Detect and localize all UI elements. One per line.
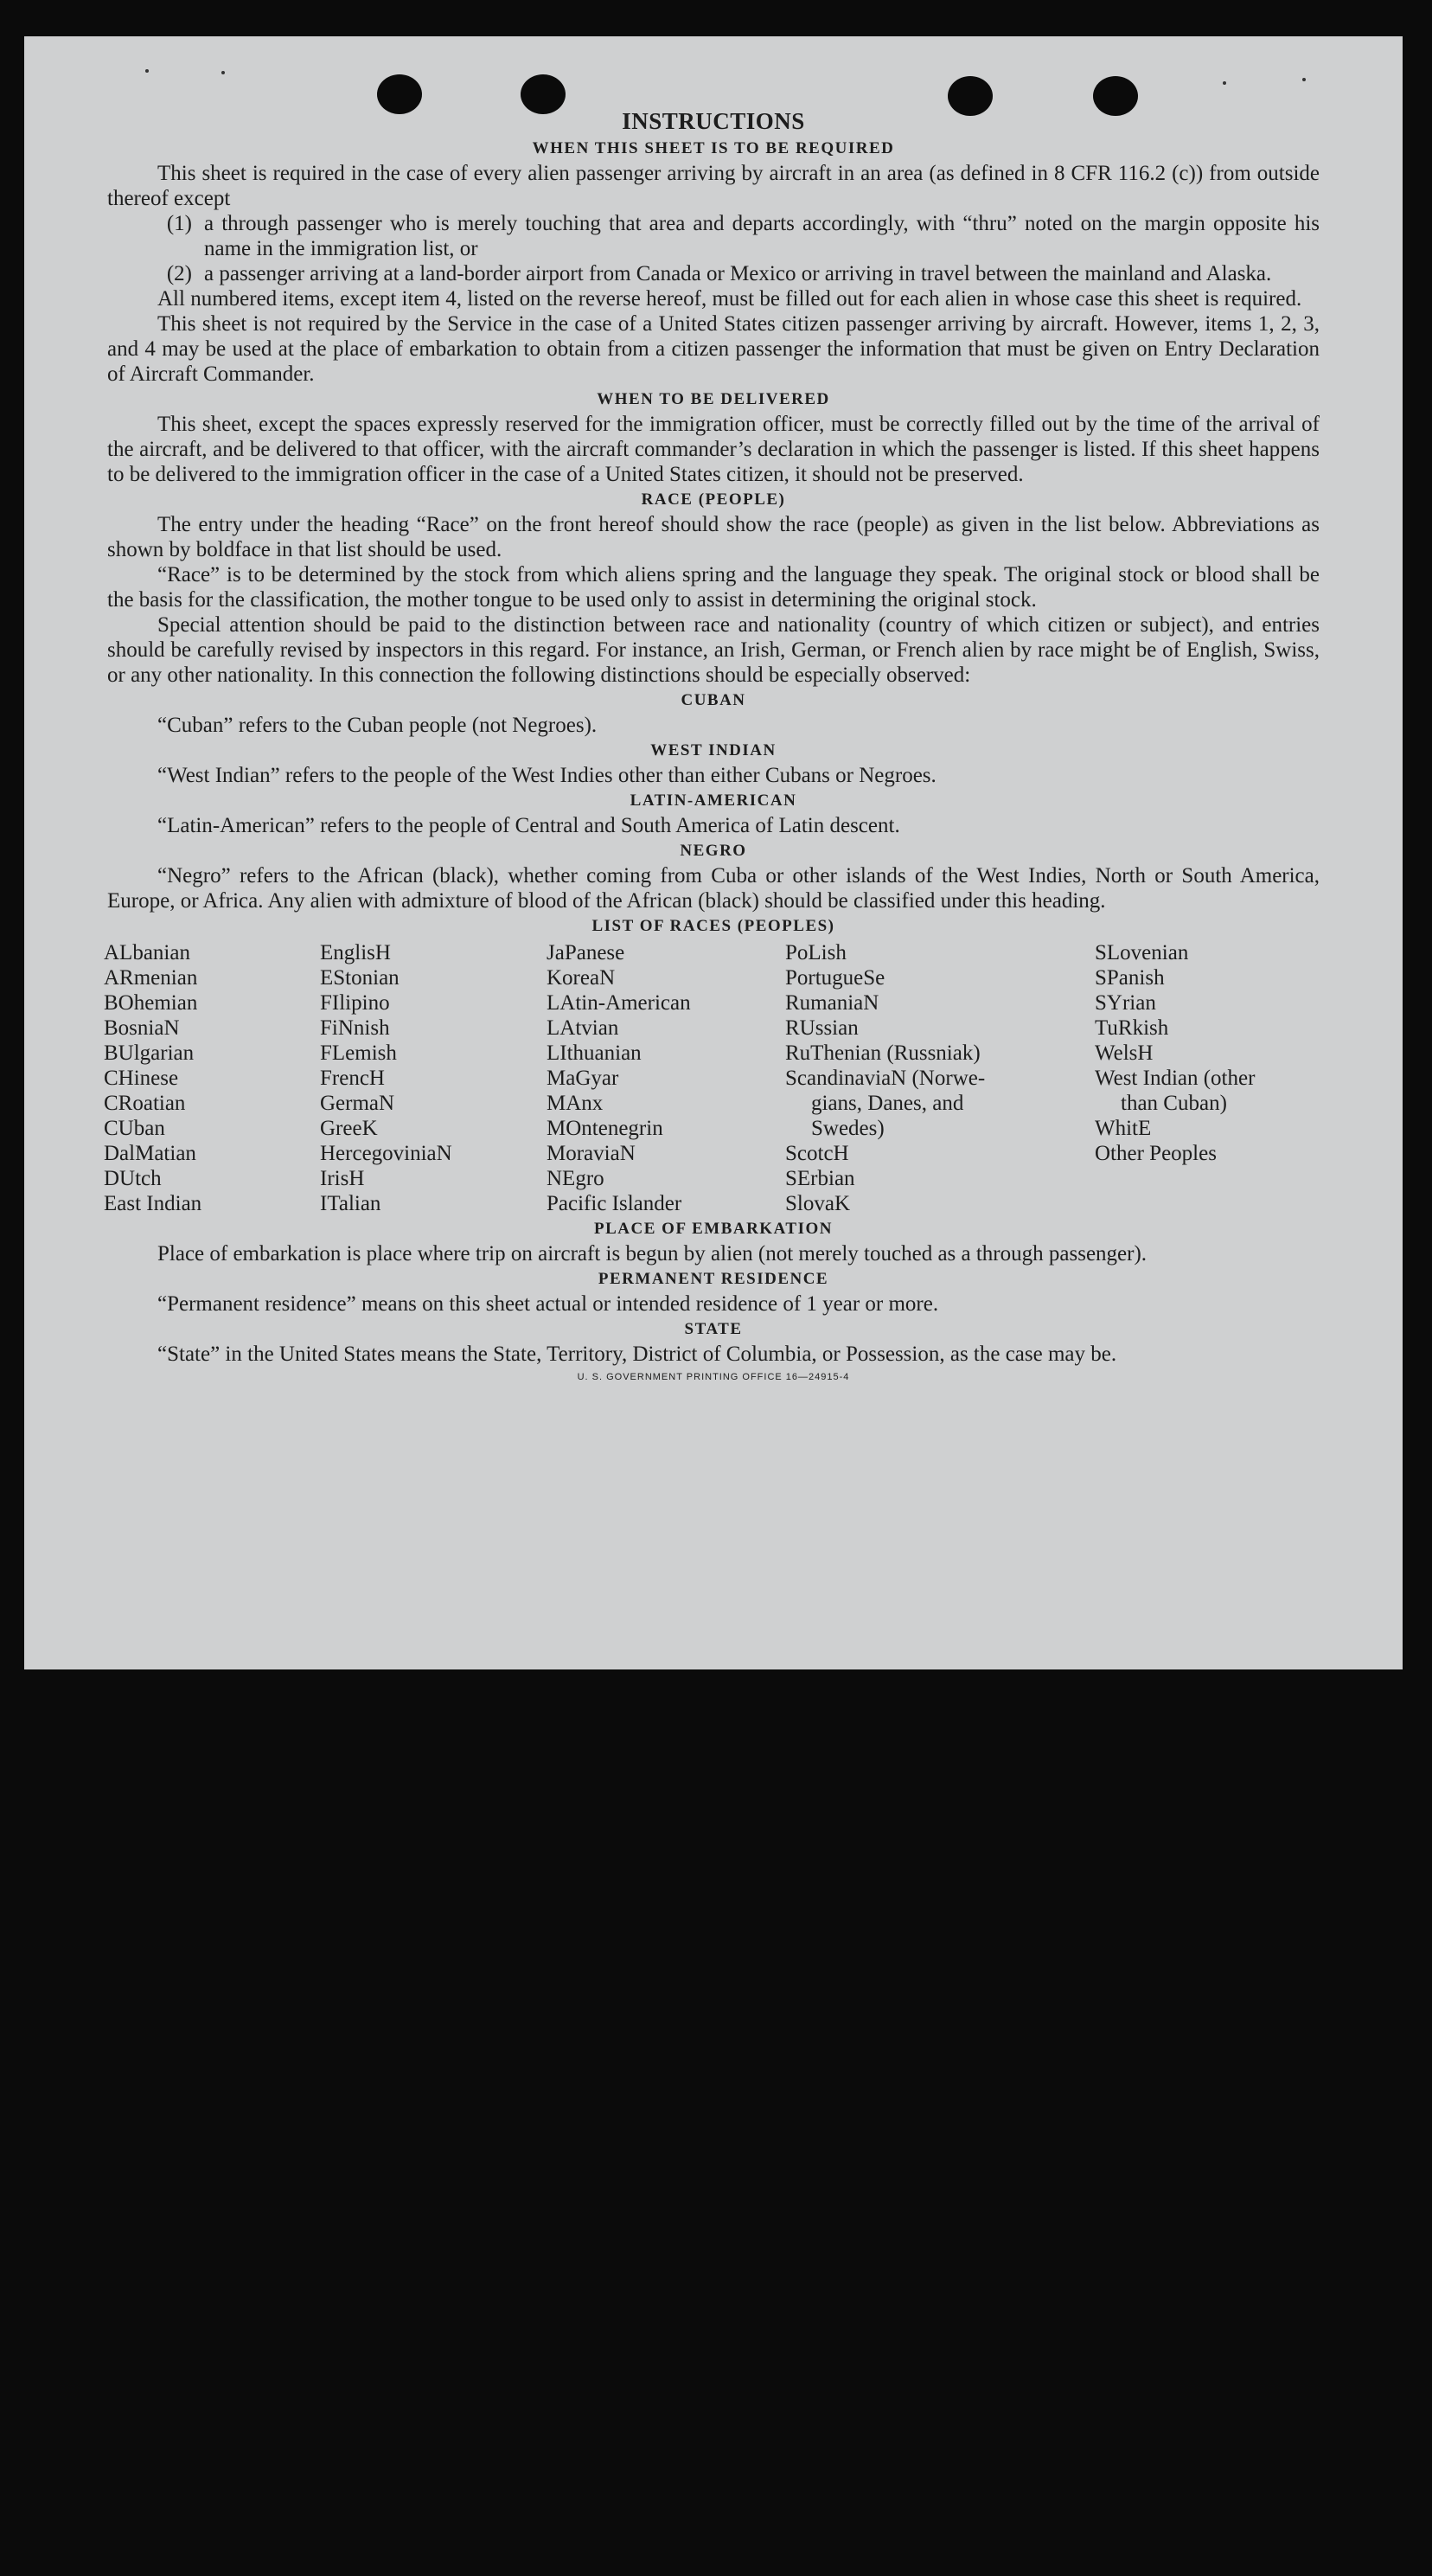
heading-west-indian: WEST INDIAN <box>650 741 777 759</box>
paragraph: This sheet, except the spaces expressly reserved for the immigration officer, must be correctly filled out by the time of the arrival of the aircraft, and be delivered to that officer, with the aircraft commander’s declaration in which the passenger is listed. If this sheet happens to be delivered to the immigration officer in the case of a United States citizen, it should not be preserved. <box>107 413 1320 486</box>
race-entry: Swedes) <box>811 1117 885 1140</box>
race-entry: SYrian <box>1095 991 1156 1015</box>
speck <box>1302 78 1306 81</box>
paragraph: “Cuban” refers to the Cuban people (not Negroes). <box>157 714 598 737</box>
list-item <box>107 211 1320 261</box>
paragraph: “Race” is to be determined by the stock from which aliens spring and the language they speak. The original stock or blood shall be the basis for the classification, the mother tongue to be used only to assist in determining the original stock. <box>107 563 1320 612</box>
race-entry: RUssian <box>785 1016 859 1040</box>
heading-cuban: CUBAN <box>681 691 746 709</box>
race-entry: CRoatian <box>104 1092 186 1115</box>
paragraph: Place of embarkation is place where trip on aircraft is begun by alien (not merely touched as a through passenger). <box>157 1242 1148 1266</box>
race-entry: ALbanian <box>104 941 190 964</box>
item-text: a passenger arriving at a land-border airport from Canada or Mexico or arriving in travel between the mainland and Alaska. <box>204 262 1272 285</box>
heading-embarkation: PLACE OF EMBARKATION <box>594 1220 833 1238</box>
speck <box>221 71 225 74</box>
punch-hole <box>377 74 422 114</box>
races-column <box>1095 940 1320 1216</box>
paragraph: This sheet is not required by the Service in the case of a United States citizen passenger arriving by aircraft. However, items 1, 2, 3, and 4 may be used at the place of embarkation to obtain from a citizen passenger the information that must be given on Entry Declaration of Aircraft Commander. <box>107 312 1320 386</box>
heading-list-of-races: LIST OF RACES (PEOPLES) <box>591 917 835 935</box>
punch-hole <box>521 74 566 114</box>
heading-permanent-residence: PERMANENT RESIDENCE <box>598 1270 829 1288</box>
race-entry: SErbian <box>785 1167 855 1190</box>
races-column <box>785 940 1095 1216</box>
race-entry: MAnx <box>547 1092 604 1115</box>
page-title: INSTRUCTIONS <box>622 108 805 134</box>
race-entry: TuRkish <box>1095 1016 1169 1040</box>
race-entry: FiNnish <box>320 1016 390 1040</box>
race-entry: MoraviaN <box>547 1142 636 1165</box>
race-entry: East Indian <box>104 1192 202 1215</box>
race-entry: BOhemian <box>104 991 198 1015</box>
paragraph: All numbered items, except item 4, listed on the reverse hereof, must be filled out for each alien in whose case this sheet is required. <box>157 287 1302 311</box>
race-entry: LIthuanian <box>547 1041 642 1065</box>
paragraph: The entry under the heading “Race” on the front hereof should show the race (people) as given in the list below. Abbreviations as shown by boldface in that list should be used. <box>107 513 1320 561</box>
speck <box>145 69 149 73</box>
race-entry: WelsH <box>1095 1041 1154 1065</box>
race-entry: NEgro <box>547 1167 604 1190</box>
race-entry: DUtch <box>104 1167 162 1190</box>
race-entry: GermaN <box>320 1092 395 1115</box>
heading-when-delivered: WHEN TO BE DELIVERED <box>597 390 830 408</box>
paragraph: “West Indian” refers to the people of the West Indies other than either Cubans or Negroes. <box>157 764 937 787</box>
race-entry: EnglisH <box>320 941 391 964</box>
race-entry: ScandinaviaN (Norwe- <box>785 1067 986 1090</box>
race-entry: CUban <box>104 1117 165 1140</box>
heading-state: STATE <box>684 1320 743 1338</box>
races-table <box>104 940 1320 1216</box>
race-entry: Other Peoples <box>1095 1142 1217 1165</box>
race-entry: IrisH <box>320 1167 365 1190</box>
race-entry: LAtin-American <box>547 991 691 1015</box>
race-entry: RumaniaN <box>785 991 879 1015</box>
paragraph: “Negro” refers to the African (black), whether coming from Cuba or other islands of the West Indies, North or South America, Europe, or Africa. Any alien with admixture of blood of the African (black) should be classified under this heading. <box>107 864 1320 913</box>
race-entry: BUlgarian <box>104 1041 195 1065</box>
race-entry: PoLish <box>785 941 847 964</box>
punch-hole <box>948 76 993 116</box>
document-page <box>24 36 1403 1669</box>
paragraph: Special attention should be paid to the distinction between race and nationality (country of which citizen or subject), and entries should be carefully revised by inspectors in this regard. For instance, an Irish, German, or French alien by race might be of English, Swiss, or any other nationality. In this connection the following distinctions should be especially observed: <box>107 613 1320 687</box>
race-entry: EStonian <box>320 966 400 990</box>
race-entry: BosniaN <box>104 1016 180 1040</box>
race-entry: CHinese <box>104 1067 179 1090</box>
race-entry: ARmenian <box>104 966 198 990</box>
race-entry: HercegoviniaN <box>320 1142 452 1165</box>
race-entry: ITalian <box>320 1192 381 1215</box>
race-entry: KoreaN <box>547 966 616 990</box>
heading-race: RACE (PEOPLE) <box>641 490 786 509</box>
race-entry: FrencH <box>320 1067 385 1090</box>
race-entry: FLemish <box>320 1041 397 1065</box>
race-entry: JaPanese <box>547 941 625 964</box>
item-text: a through passenger who is merely touching that area and departs accordingly, with “thru” noted on the margin opposite his name in the immigration list, or <box>204 212 1320 260</box>
paragraph: “Permanent residence” means on this sheet actual or intended residence of 1 year or more. <box>157 1292 939 1316</box>
races-column <box>547 940 785 1216</box>
races-column <box>320 940 547 1216</box>
race-entry: Pacific Islander <box>547 1192 682 1215</box>
heading-negro: NEGRO <box>680 842 747 860</box>
list-item <box>107 261 1320 286</box>
race-entry: LAtvian <box>547 1016 619 1040</box>
paragraph: “State” in the United States means the State, Territory, District of Columbia, or Possession, as the case may be. <box>157 1342 1117 1366</box>
race-entry: RuThenian (Russniak) <box>785 1041 981 1065</box>
race-entry: West Indian (other <box>1095 1067 1256 1090</box>
item-number: (2) <box>166 262 192 285</box>
race-entry: SPanish <box>1095 966 1165 990</box>
race-entry: ScotcH <box>785 1142 849 1165</box>
race-entry: WhitE <box>1095 1117 1152 1140</box>
race-entry: PortugueSe <box>785 966 885 990</box>
speck <box>1223 81 1226 85</box>
printer-imprint: U. S. GOVERNMENT PRINTING OFFICE 16—24915-4 <box>577 1372 850 1382</box>
race-entry: than Cuban) <box>1121 1092 1227 1115</box>
race-entry: DalMatian <box>104 1142 196 1165</box>
race-entry: MaGyar <box>547 1067 619 1090</box>
race-entry: MOntenegrin <box>547 1117 663 1140</box>
heading-when-required: WHEN THIS SHEET IS TO BE REQUIRED <box>532 139 895 157</box>
race-entry: SlovaK <box>785 1192 850 1215</box>
race-entry: gians, Danes, and <box>811 1092 964 1115</box>
punch-hole <box>1093 76 1138 116</box>
race-entry: FIlipino <box>320 991 390 1015</box>
heading-latin-american: LATIN-AMERICAN <box>630 791 797 810</box>
paragraph: “Latin-American” refers to the people of Central and South America of Latin descent. <box>157 814 900 837</box>
race-entry: GreeK <box>320 1117 378 1140</box>
race-entry: SLovenian <box>1095 941 1189 964</box>
races-column <box>104 940 320 1216</box>
paragraph: This sheet is required in the case of every alien passenger arriving by aircraft in an area (as defined in 8 CFR 116.2 (c)) from outside thereof except <box>107 162 1320 210</box>
item-number: (1) <box>166 212 192 235</box>
